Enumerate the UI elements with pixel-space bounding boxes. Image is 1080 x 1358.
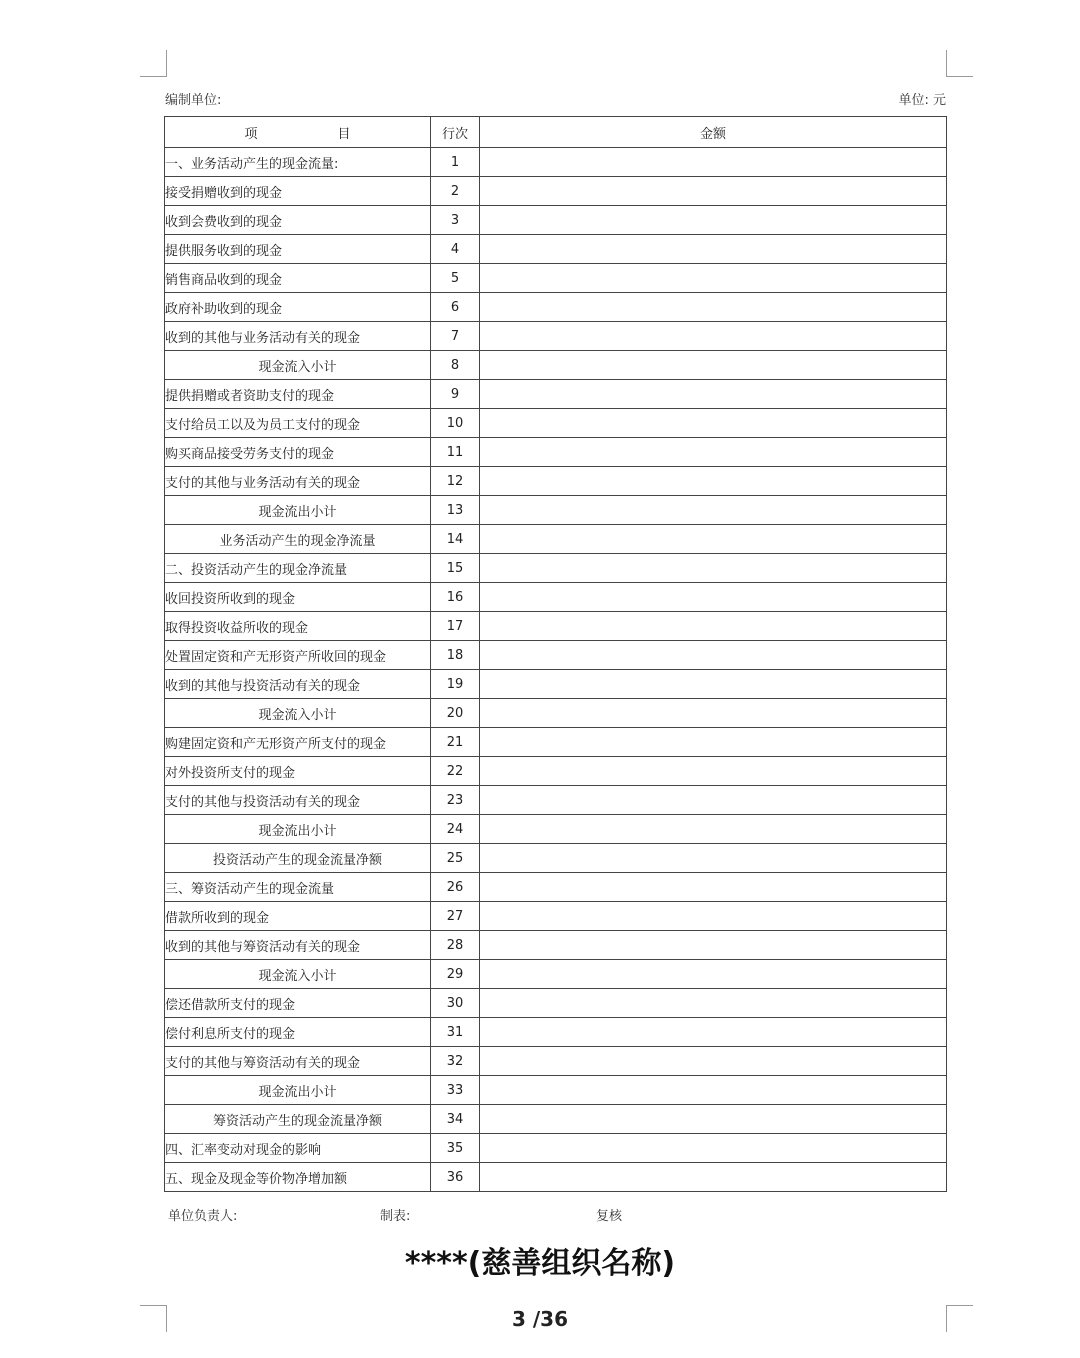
row-line-no: 21 [431, 728, 480, 757]
row-item: 二、投资活动产生的现金净流量 [165, 554, 431, 583]
row-line-no: 22 [431, 757, 480, 786]
row-item: 五、现金及现金等价物净增加额 [165, 1163, 431, 1192]
row-amount-cell[interactable] [480, 757, 947, 786]
row-line-no: 4 [431, 235, 480, 264]
reviewer-label: 复核 [596, 1209, 623, 1224]
row-item: 借款所收到的现金 [165, 902, 431, 931]
row-line-no: 28 [431, 931, 480, 960]
row-item: 筹资活动产生的现金流量净额 [165, 1105, 431, 1134]
row-amount-cell[interactable] [480, 670, 947, 699]
row-item: 提供捐赠或者资助支付的现金 [165, 380, 431, 409]
row-item: 提供服务收到的现金 [165, 235, 431, 264]
row-item: 收到的其他与业务活动有关的现金 [165, 322, 431, 351]
row-item: 现金流出小计 [165, 1076, 431, 1105]
table-row [165, 815, 947, 844]
row-line-no: 27 [431, 902, 480, 931]
row-line-no: 36 [431, 1163, 480, 1192]
row-item: 购买商品接受劳务支付的现金 [165, 438, 431, 467]
row-amount-cell[interactable] [480, 467, 947, 496]
row-item: 偿还借款所支付的现金 [165, 989, 431, 1018]
row-amount-cell[interactable] [480, 699, 947, 728]
row-amount-cell[interactable] [480, 583, 947, 612]
row-item: 业务活动产生的现金净流量 [165, 525, 431, 554]
table-row [165, 583, 947, 612]
row-amount-cell[interactable] [480, 844, 947, 873]
table-header-row [165, 117, 947, 148]
table-row [165, 1105, 947, 1134]
table-row [165, 380, 947, 409]
table-row [165, 148, 947, 177]
row-amount-cell[interactable] [480, 1134, 947, 1163]
crop-mark-top-right [946, 50, 973, 77]
row-item: 取得投资收益所收的现金 [165, 612, 431, 641]
row-line-no: 11 [431, 438, 480, 467]
row-amount-cell[interactable] [480, 322, 947, 351]
table-row [165, 757, 947, 786]
header-item: 项 目 [165, 117, 431, 148]
row-item: 偿付利息所支付的现金 [165, 1018, 431, 1047]
row-item: 购建固定资和产无形资产所支付的现金 [165, 728, 431, 757]
row-amount-cell[interactable] [480, 931, 947, 960]
row-item: 支付的其他与投资活动有关的现金 [165, 786, 431, 815]
table-row [165, 467, 947, 496]
table-row [165, 1134, 947, 1163]
row-amount-cell[interactable] [480, 1163, 947, 1192]
header-amount: 金额 [480, 117, 947, 148]
row-amount-cell[interactable] [480, 351, 947, 380]
table-row [165, 525, 947, 554]
row-amount-cell[interactable] [480, 235, 947, 264]
row-item: 收到的其他与筹资活动有关的现金 [165, 931, 431, 960]
row-line-no: 25 [431, 844, 480, 873]
table-row [165, 931, 947, 960]
table-row [165, 206, 947, 235]
row-line-no: 13 [431, 496, 480, 525]
table-row [165, 699, 947, 728]
page-number: 3 /36 [511, 1307, 568, 1331]
row-line-no: 26 [431, 873, 480, 902]
row-line-no: 12 [431, 467, 480, 496]
row-item: 销售商品收到的现金 [165, 264, 431, 293]
table-row [165, 612, 947, 641]
row-line-no: 35 [431, 1134, 480, 1163]
row-item: 一、业务活动产生的现金流量: [165, 148, 431, 177]
row-item: 收到会费收到的现金 [165, 206, 431, 235]
table-row [165, 293, 947, 322]
table-row [165, 902, 947, 931]
row-amount-cell[interactable] [480, 1105, 947, 1134]
row-item: 现金流入小计 [165, 960, 431, 989]
row-amount-cell[interactable] [480, 1047, 947, 1076]
table-row [165, 728, 947, 757]
row-amount-cell[interactable] [480, 989, 947, 1018]
row-amount-cell[interactable] [480, 960, 947, 989]
row-amount-cell[interactable] [480, 380, 947, 409]
row-line-no: 24 [431, 815, 480, 844]
table-row [165, 351, 947, 380]
row-line-no: 14 [431, 525, 480, 554]
row-item: 支付给员工以及为员工支付的现金 [165, 409, 431, 438]
row-amount-cell[interactable] [480, 641, 947, 670]
row-line-no: 23 [431, 786, 480, 815]
row-item: 处置固定资和产无形资产所收回的现金 [165, 641, 431, 670]
row-item: 收到的其他与投资活动有关的现金 [165, 670, 431, 699]
row-item: 收回投资所收到的现金 [165, 583, 431, 612]
table-row [165, 322, 947, 351]
table-row [165, 1163, 947, 1192]
row-line-no: 15 [431, 554, 480, 583]
header-line-no: 行次 [431, 117, 480, 148]
row-line-no: 33 [431, 1076, 480, 1105]
row-line-no: 18 [431, 641, 480, 670]
row-item: 现金流出小计 [165, 815, 431, 844]
row-amount-cell[interactable] [480, 554, 947, 583]
table-row [165, 264, 947, 293]
responsible-person-label: 单位负责人: [168, 1209, 238, 1224]
row-line-no: 34 [431, 1105, 480, 1134]
row-line-no: 5 [431, 264, 480, 293]
preparing-unit-label: 编制单位: [165, 93, 222, 108]
row-line-no: 8 [431, 351, 480, 380]
organization-name: ****(慈善组织名称) [404, 1246, 676, 1281]
row-line-no: 10 [431, 409, 480, 438]
row-item: 支付的其他与筹资活动有关的现金 [165, 1047, 431, 1076]
row-amount-cell[interactable] [480, 728, 947, 757]
row-line-no: 6 [431, 293, 480, 322]
row-amount-cell[interactable] [480, 612, 947, 641]
row-amount-cell[interactable] [480, 496, 947, 525]
row-amount-cell[interactable] [480, 1018, 947, 1047]
table-row [165, 235, 947, 264]
row-item: 投资活动产生的现金流量净额 [165, 844, 431, 873]
row-amount-cell[interactable] [480, 264, 947, 293]
row-item: 现金流入小计 [165, 351, 431, 380]
table-row [165, 1018, 947, 1047]
row-line-no: 20 [431, 699, 480, 728]
table-row [165, 554, 947, 583]
row-line-no: 19 [431, 670, 480, 699]
row-amount-cell[interactable] [480, 438, 947, 467]
preparer-label: 制表: [380, 1209, 411, 1224]
row-item: 四、汇率变动对现金的影响 [165, 1134, 431, 1163]
row-amount-cell[interactable] [480, 525, 947, 554]
table-row [165, 670, 947, 699]
table-row [165, 438, 947, 467]
table-row [165, 960, 947, 989]
row-line-no: 17 [431, 612, 480, 641]
table-row [165, 177, 947, 206]
table-row [165, 844, 947, 873]
row-line-no: 16 [431, 583, 480, 612]
table-row [165, 873, 947, 902]
currency-unit-label: 单位: 元 [898, 93, 946, 108]
row-line-no: 1 [431, 148, 480, 177]
row-line-no: 30 [431, 989, 480, 1018]
row-amount-cell[interactable] [480, 293, 947, 322]
table-row [165, 641, 947, 670]
row-line-no: 31 [431, 1018, 480, 1047]
row-line-no: 29 [431, 960, 480, 989]
row-line-no: 2 [431, 177, 480, 206]
row-item: 支付的其他与业务活动有关的现金 [165, 467, 431, 496]
row-line-no: 32 [431, 1047, 480, 1076]
row-item: 现金流出小计 [165, 496, 431, 525]
row-line-no: 7 [431, 322, 480, 351]
row-item: 三、筹资活动产生的现金流量 [165, 873, 431, 902]
row-item: 接受捐赠收到的现金 [165, 177, 431, 206]
row-amount-cell[interactable] [480, 815, 947, 844]
table-row [165, 409, 947, 438]
row-amount-cell[interactable] [480, 873, 947, 902]
row-amount-cell[interactable] [480, 177, 947, 206]
crop-mark-top-left [140, 50, 167, 77]
row-amount-cell[interactable] [480, 206, 947, 235]
row-item: 现金流入小计 [165, 699, 431, 728]
row-line-no: 3 [431, 206, 480, 235]
row-item: 对外投资所支付的现金 [165, 757, 431, 786]
table-row [165, 786, 947, 815]
row-amount-cell[interactable] [480, 1076, 947, 1105]
cash-flow-table [164, 116, 947, 1192]
row-amount-cell[interactable] [480, 148, 947, 177]
table-row [165, 1076, 947, 1105]
row-line-no: 9 [431, 380, 480, 409]
row-amount-cell[interactable] [480, 409, 947, 438]
row-amount-cell[interactable] [480, 786, 947, 815]
table-row [165, 1047, 947, 1076]
table-row [165, 496, 947, 525]
row-item: 政府补助收到的现金 [165, 293, 431, 322]
table-row [165, 989, 947, 1018]
row-amount-cell[interactable] [480, 902, 947, 931]
